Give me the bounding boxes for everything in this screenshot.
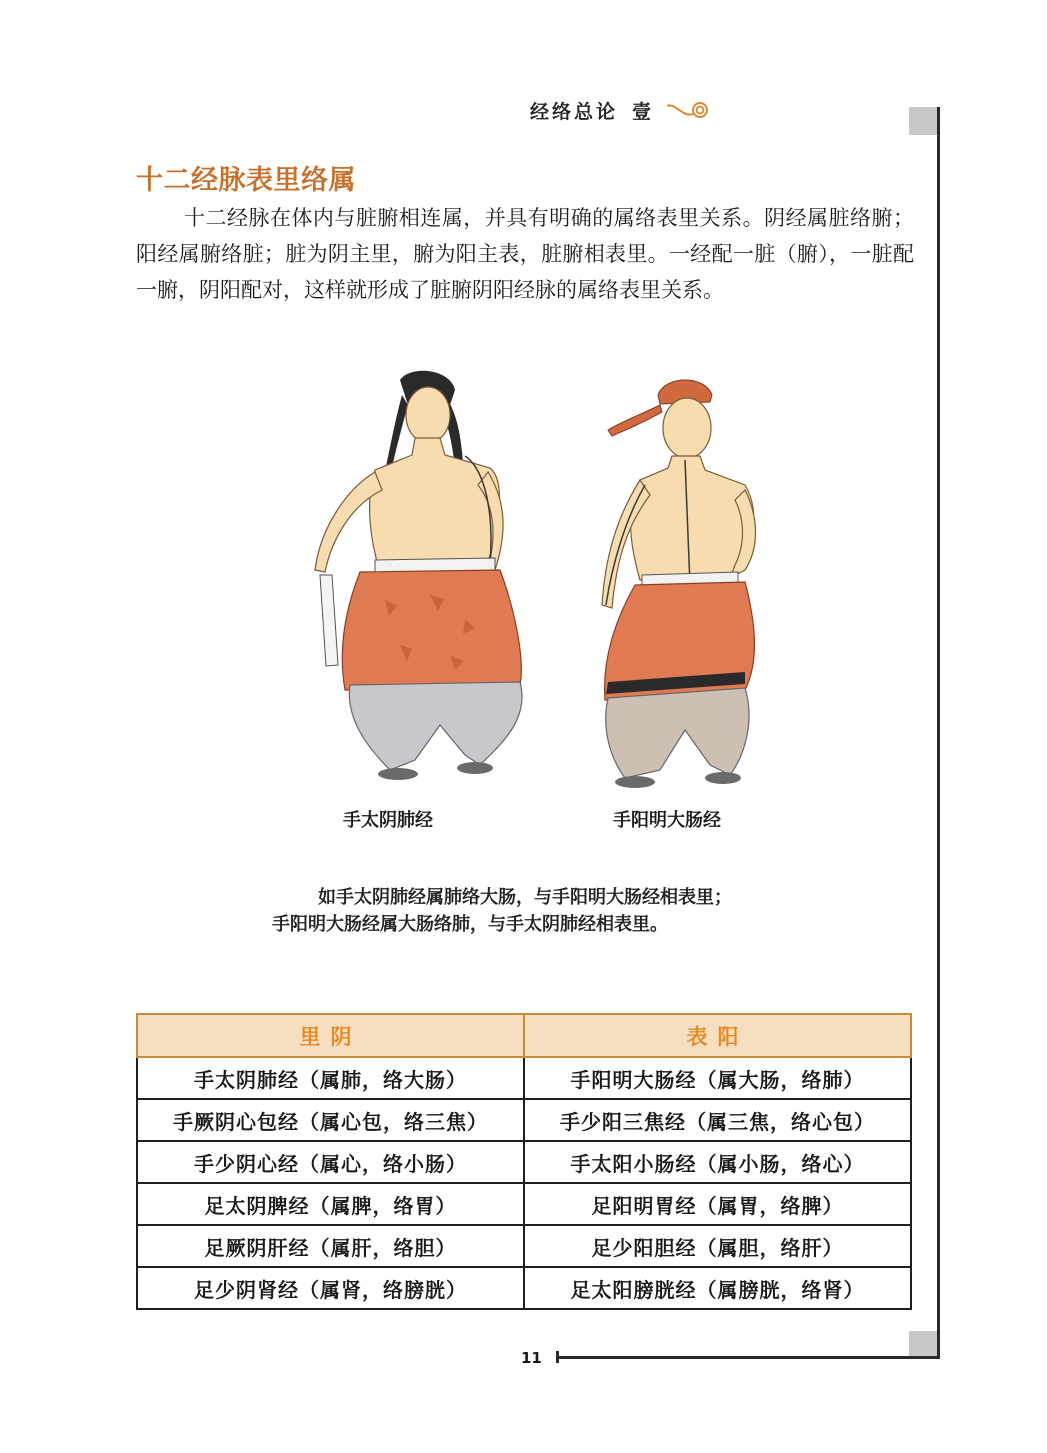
right-margin-rule [937,107,940,1359]
lung-meridian-figure [315,371,522,780]
bottom-gray-tab [909,1331,937,1359]
table-cell-yin: 手厥阴心包经（属心包，络三焦） [137,1099,524,1141]
figure-label-lung-meridian: 手太阴肺经 [343,810,433,831]
running-header [530,96,711,124]
table-row [137,1183,911,1225]
swirl-ornament-icon [665,98,711,122]
section-title: 十二经脉表里络属 [136,165,356,196]
caption-line-1: 如手太阴肺经属肺络大肠，与手阳明大肠经相表里； [318,887,732,908]
large-intestine-meridian-figure [602,380,756,788]
table-cell-yang: 足阳明胃经（属胃，络脾） [524,1183,911,1225]
footer-rule [556,1356,940,1359]
table-header-row [137,1014,911,1057]
caption-line-2: 手阳明大肠经属大肠络肺，与手太阴肺经相表里。 [272,914,668,935]
meridian-figures-illustration [290,360,780,805]
table-cell-yang: 手太阳小肠经（属小肠，络心） [524,1141,911,1183]
table-cell-yin: 足太阴脾经（属脾，络胃） [137,1183,524,1225]
header-chapter: 壹 [632,100,652,123]
table-row [137,1267,911,1309]
table-cell-yin: 手少阴心经（属心，络小肠） [137,1141,524,1183]
header-interior-yin: 里阴 [137,1014,524,1057]
top-gray-tab [909,107,937,135]
table-cell-yin: 足少阴肾经（属肾，络膀胱） [137,1267,524,1309]
meridian-pairing-table [136,1013,912,1310]
table-row [137,1141,911,1183]
header-section: 经络总论 [530,100,619,123]
table-cell-yin: 手太阴肺经（属肺，络大肠） [137,1057,524,1099]
table-cell-yin: 足厥阴肝经（属肝，络胆） [137,1225,524,1267]
table-row [137,1057,911,1099]
header-exterior-yang: 表阳 [524,1014,911,1057]
table-row [137,1099,911,1141]
table-row [137,1225,911,1267]
table-cell-yang: 足太阳膀胱经（属膀胱，络肾） [524,1267,911,1309]
table-cell-yang: 足少阳胆经（属胆，络肝） [524,1225,911,1267]
page-number: 11 [521,1349,542,1367]
body-paragraph: 十二经脉在体内与脏腑相连属，并具有明确的属络表里关系。阴经属脏络腑；阳经属腑络脏；脏为阴主里，腑为阳主表，脏腑相表里。一经配一脏（腑），一脏配一腑，阴阳配对，这样就形成了脏腑阴阳经脉的属络表里关系。 [136,206,914,302]
figure-label-large-intestine-meridian: 手阳明大肠经 [613,810,721,831]
table-cell-yang: 手阳明大肠经（属大肠，络肺） [524,1057,911,1099]
table-cell-yang: 手少阳三焦经（属三焦，络心包） [524,1099,911,1141]
